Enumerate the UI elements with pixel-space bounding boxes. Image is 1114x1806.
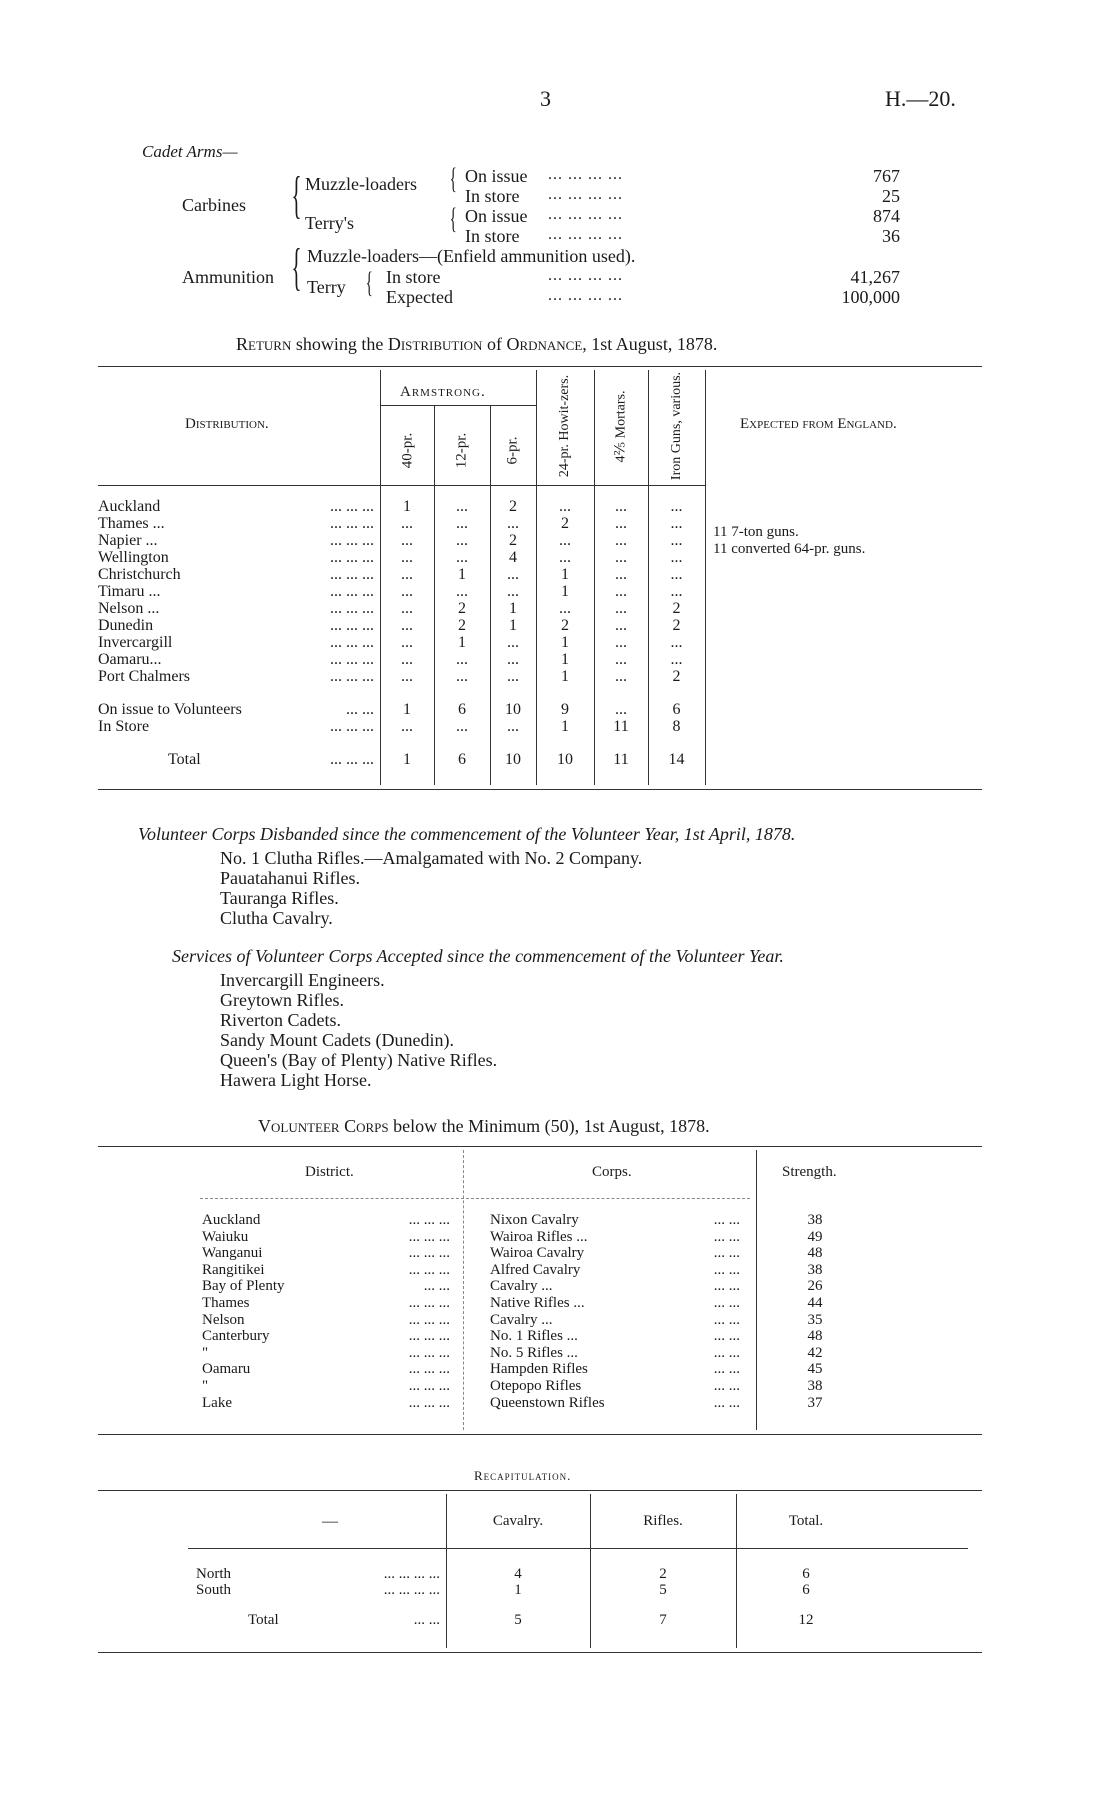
bm-corps: Hampden Rifles	[490, 1361, 588, 1378]
ordnance-cell-c40: 1	[403, 498, 411, 515]
bm-corps: No. 5 Rifles ...	[490, 1344, 578, 1361]
ordnance-row-name: Total	[168, 751, 201, 768]
bm-corps: No. 1 Rifles ...	[490, 1328, 578, 1345]
ammo-muzzle-note: Muzzle-loaders—(Enfield ammunition used).	[307, 246, 636, 266]
bm-corps-dots: ... ...	[713, 1228, 740, 1245]
ordnance-cell-c24: 1	[561, 634, 569, 651]
ordnance-cell-c12: 6	[458, 701, 466, 718]
ordnance-row-dots: ... ... ...	[330, 532, 374, 549]
document-reference: H.—20.	[885, 86, 956, 111]
col-6-pr: 6-pr.	[504, 436, 521, 465]
ordnance-cell-c24: 1	[561, 566, 569, 583]
col-district: District.	[305, 1164, 354, 1180]
ordnance-cell-c6: 1	[509, 617, 517, 634]
terry-on-issue-label: On issue	[465, 206, 528, 226]
ordnance-cell-cm: ...	[615, 617, 627, 634]
ordnance-title-ordnance: Ordnance	[506, 334, 583, 354]
ordnance-cell-c6: ...	[507, 651, 519, 668]
recap-rifles: 7	[659, 1612, 667, 1628]
ordnance-cell-c24: ...	[559, 498, 571, 515]
terry-in-store-label: In store	[465, 226, 520, 246]
ordnance-cell-c12: 2	[458, 600, 466, 617]
ordnance-cell-c12: ...	[456, 532, 468, 549]
bm-district-dots: ... ... ...	[408, 1311, 450, 1328]
ordnance-cell-ci: ...	[670, 515, 683, 532]
bm-district: Thames	[202, 1295, 250, 1311]
ordnance-cell-cm: ...	[615, 515, 627, 532]
recap-row-dots: ... ... ... ...	[383, 1582, 440, 1598]
ordnance-cell-c24: 10	[557, 751, 573, 768]
ordnance-cell-c40: ...	[401, 668, 413, 685]
recap-col-blank: —	[322, 1513, 338, 1530]
bm-district: Auckland	[202, 1212, 261, 1228]
bm-strength: 38	[807, 1212, 823, 1228]
recap-col-rifles: Rifles.	[643, 1513, 683, 1529]
ordnance-row-dots: ... ... ...	[330, 498, 374, 515]
armstrong-rule	[380, 405, 536, 406]
ordnance-cell-c12: 1	[458, 566, 466, 583]
recap-total: 6	[802, 1566, 810, 1582]
ammunition-brace: {	[291, 239, 302, 296]
recap-col-cavalry: Cavalry.	[492, 1513, 544, 1529]
ordnance-cell-c24: 2	[561, 617, 569, 634]
recap-cavalry: 4	[514, 1566, 522, 1582]
ordnance-cell-c40: ...	[401, 549, 413, 566]
ordnance-row-dots: ... ... ...	[330, 651, 374, 668]
bm-bottom-rule	[98, 1434, 982, 1435]
accepted-item: Invercargill Engineers.	[220, 970, 385, 990]
expected-note-2: 11 converted 64-pr. guns.	[713, 541, 866, 557]
ordnance-cell-c40: ...	[401, 566, 413, 583]
accepted-item: Greytown Rifles.	[220, 990, 344, 1010]
ml-in-store-dots: ... ... ... ...	[548, 186, 623, 203]
ml-in-store-value: 25	[882, 186, 900, 206]
bm-district-dots: ... ... ...	[408, 1228, 450, 1245]
disbanded-item: Clutha Cavalry.	[220, 908, 333, 928]
ordnance-row-dots: ... ...	[346, 701, 374, 718]
bm-corps-dots: ... ...	[713, 1278, 740, 1295]
bm-strength: 38	[807, 1378, 823, 1394]
ordnance-cell-ci: 2	[672, 600, 681, 617]
ordnance-cell-c12: ...	[456, 668, 468, 685]
ordnance-cell-ci: 2	[672, 617, 681, 634]
ordnance-cell-c40: ...	[401, 651, 413, 668]
ordnance-cell-c40: 1	[403, 701, 411, 718]
ordnance-cell-c12: ...	[456, 549, 468, 566]
ammo-in-store-dots: ... ... ... ...	[548, 267, 623, 284]
bm-district: Lake	[202, 1394, 232, 1411]
disbanded-item: No. 1 Clutha Rifles.—Amalgamated with No. 2 Company.	[220, 848, 643, 868]
recap-row-name: Total	[248, 1612, 279, 1628]
ordnance-cell-c6: ...	[507, 515, 519, 532]
ammo-expected-label: Expected	[386, 287, 453, 307]
ordnance-cell-c40: 1	[403, 751, 411, 768]
ml-on-issue-label: On issue	[465, 166, 528, 186]
ordnance-cell-cm: ...	[615, 566, 627, 583]
bm-header-rule	[200, 1198, 750, 1199]
ordnance-cell-c12: 2	[458, 617, 466, 634]
ordnance-cell-c6: 4	[509, 549, 517, 566]
recapitulation-title: Recapitulation.	[474, 1468, 572, 1483]
bm-strength: 48	[807, 1328, 823, 1345]
ordnance-cell-cm: ...	[615, 668, 627, 685]
ordnance-cell-c12: ...	[456, 718, 468, 735]
bm-corps-dots: ... ...	[713, 1245, 740, 1262]
bm-strength: 44	[807, 1295, 823, 1311]
ordnance-col-rule-7	[705, 370, 706, 785]
terry-on-issue-dots: ... ... ... ...	[548, 206, 623, 223]
ml-on-issue-dots: ... ... ... ...	[548, 166, 623, 183]
recap-total: 12	[798, 1612, 814, 1628]
ordnance-title-of: of	[486, 334, 502, 354]
ordnance-cell-cm: ...	[615, 532, 627, 549]
ml-in-store-label: In store	[465, 186, 520, 206]
ordnance-title-mid: showing the	[295, 334, 384, 354]
ordnance-cell-ci: 2	[672, 668, 681, 685]
ordnance-cell-c6: ...	[507, 668, 519, 685]
bm-district-dots: ... ... ...	[408, 1344, 450, 1361]
ordnance-cell-ci: 6	[672, 701, 681, 718]
col-distribution: Distribution.	[185, 416, 269, 432]
col-mortars: 4⅖ Mortars.	[613, 390, 629, 463]
ordnance-cell-cm: ...	[615, 583, 627, 600]
ordnance-cell-c12: ...	[456, 651, 468, 668]
ordnance-cell-cm: ...	[615, 701, 627, 718]
bm-corps-dots: ... ...	[713, 1361, 740, 1378]
bm-corps-dots: ... ...	[713, 1344, 740, 1361]
ordnance-cell-ci: ...	[670, 549, 683, 566]
recap-row-name: South	[196, 1582, 232, 1598]
ordnance-row-dots: ... ... ...	[330, 583, 374, 600]
terry-in-store-value: 36	[882, 226, 900, 246]
recap-rifles: 2	[659, 1566, 667, 1582]
ordnance-row-name: Oamaru...	[98, 651, 162, 668]
bm-district-dots: ... ... ...	[408, 1394, 450, 1411]
ordnance-cell-c40: ...	[401, 600, 413, 617]
recap-row-dots: ... ...	[413, 1612, 440, 1628]
recap-col-total: Total.	[788, 1513, 824, 1529]
accepted-title: Services of Volunteer Corps Accepted since the commencement of the Volunteer Year.	[172, 946, 784, 966]
ordnance-row-name: Thames ...	[98, 515, 165, 532]
ordnance-cell-cm: ...	[615, 498, 627, 515]
ml-on-issue-value: 767	[873, 166, 900, 186]
ordnance-cell-c24: 1	[561, 668, 569, 685]
ordnance-row-dots: ... ... ...	[330, 515, 374, 532]
ordnance-cell-ci: ...	[670, 498, 683, 515]
ordnance-cell-ci: 8	[672, 718, 681, 735]
ordnance-row-name: Napier ...	[98, 532, 158, 549]
bm-district: "	[202, 1344, 209, 1361]
ordnance-row-dots: ... ... ...	[330, 668, 374, 685]
ammo-in-store-label: In store	[386, 267, 441, 287]
ordnance-cell-c24: ...	[559, 532, 571, 549]
ordnance-row-name: Timaru ...	[98, 583, 161, 600]
ordnance-row-dots: ... ... ...	[330, 566, 374, 583]
bm-col-rule-2	[756, 1150, 757, 1430]
ordnance-header-rule	[98, 485, 706, 486]
bm-district-dots: ... ... ...	[408, 1328, 450, 1345]
ordnance-cell-ci: ...	[670, 566, 683, 583]
ordnance-cell-c6: ...	[507, 634, 519, 651]
carbines-brace: {	[291, 167, 302, 224]
ammo-in-store-value: 41,267	[850, 267, 900, 287]
ordnance-cell-ci: ...	[670, 651, 683, 668]
ordnance-row-name: Port Chalmers	[98, 668, 190, 685]
expected-note-1: 11 7-ton guns.	[713, 524, 799, 540]
accepted-item: Hawera Light Horse.	[220, 1070, 372, 1090]
bm-district: Rangitikei	[202, 1261, 265, 1278]
accepted-item: Sandy Mount Cadets (Dunedin).	[220, 1030, 454, 1050]
accepted-item: Riverton Cadets.	[220, 1010, 341, 1030]
ammo-expected-dots: ... ... ... ...	[548, 287, 623, 304]
recap-rifles: 5	[659, 1582, 667, 1598]
ordnance-cell-c40: ...	[401, 718, 413, 735]
terry-on-issue-value: 874	[873, 206, 900, 226]
ordnance-cell-c12: 1	[458, 634, 466, 651]
ordnance-row-dots: ... ... ...	[330, 600, 374, 617]
recap-row-name: North	[196, 1566, 231, 1582]
ordnance-row-dots: ... ... ...	[330, 549, 374, 566]
ordnance-title-prefix: Return	[236, 334, 292, 354]
ordnance-cell-c6: 2	[509, 498, 517, 515]
ordnance-cell-cm: ...	[615, 651, 627, 668]
bm-district-dots: ... ... ...	[408, 1212, 450, 1228]
bm-corps: Alfred Cavalry	[490, 1261, 581, 1278]
ordnance-cell-cm: ...	[615, 549, 627, 566]
ordnance-cell-c12: ...	[456, 515, 468, 532]
ordnance-cell-c40: ...	[401, 617, 413, 634]
ordnance-row-name: Christchurch	[98, 566, 181, 583]
ordnance-row-dots: ... ... ...	[330, 634, 374, 651]
muzzle-brace: {	[449, 162, 457, 195]
bm-strength: 42	[807, 1344, 823, 1361]
bm-corps: Queenstown Rifles	[490, 1394, 605, 1411]
ordnance-cell-cm: ...	[615, 634, 627, 651]
bm-corps-dots: ... ...	[713, 1261, 740, 1278]
bm-corps-dots: ... ...	[713, 1378, 740, 1394]
bm-district-dots: ... ... ...	[408, 1295, 450, 1311]
ordnance-cell-c6: ...	[507, 583, 519, 600]
col-24-pr-howitzers: 24-pr. Howit-zers.	[557, 374, 572, 478]
ordnance-cell-c6: 2	[509, 532, 517, 549]
ordnance-cell-c6: 1	[509, 600, 517, 617]
ordnance-cell-c24: 1	[561, 583, 569, 600]
ordnance-cell-c24: 1	[561, 718, 569, 735]
ammo-expected-value: 100,000	[841, 287, 900, 307]
bm-corps: Otepopo Rifles	[490, 1378, 582, 1394]
recap-cavalry: 1	[514, 1582, 522, 1598]
ordnance-top-rule	[98, 366, 982, 367]
bm-corps: Wairoa Rifles ...	[490, 1228, 588, 1245]
bm-district-dots: ... ... ...	[408, 1361, 450, 1378]
below-minimum-title	[258, 1116, 710, 1137]
col-40-pr: 40-pr.	[399, 432, 416, 469]
bm-corps: Native Rifles ...	[490, 1295, 585, 1311]
bm-strength: 45	[807, 1361, 823, 1378]
ordnance-cell-c40: ...	[401, 583, 413, 600]
ordnance-row-dots: ... ... ...	[330, 751, 374, 768]
ordnance-cell-c12: 6	[458, 751, 466, 768]
bm-strength: 26	[807, 1278, 823, 1295]
ordnance-row-name: Wellington	[98, 549, 169, 566]
bm-top-rule	[98, 1146, 982, 1147]
ordnance-cell-c6: 10	[505, 751, 521, 768]
col-strength: Strength.	[782, 1164, 837, 1180]
ordnance-bottom-rule	[98, 789, 982, 790]
muzzle-loaders-label: Muzzle-loaders	[305, 174, 417, 194]
ordnance-cell-cm: ...	[615, 600, 627, 617]
bm-strength: 48	[807, 1245, 823, 1262]
bm-district: Nelson	[202, 1311, 245, 1328]
recap-header-rule	[188, 1548, 968, 1549]
ordnance-row-name: Auckland	[98, 498, 161, 515]
col-armstrong: Armstrong.	[400, 384, 486, 400]
ordnance-cell-c24: 1	[561, 651, 569, 668]
cadet-arms-title: Cadet Arms—	[142, 142, 238, 161]
ordnance-cell-c12: ...	[456, 583, 468, 600]
bm-corps: Cavalry ...	[490, 1311, 553, 1328]
bm-strength: 37	[807, 1394, 823, 1411]
recap-row-dots: ... ... ... ...	[383, 1566, 440, 1582]
ordnance-cell-c12: ...	[456, 498, 468, 515]
ordnance-cell-c24: 9	[561, 701, 569, 718]
bm-district-dots: ... ...	[423, 1278, 450, 1295]
disbanded-item: Tauranga Rifles.	[220, 888, 339, 908]
ordnance-cell-c24: ...	[559, 600, 571, 617]
ordnance-cell-c24: ...	[559, 549, 571, 566]
ammo-terry-label: Terry	[307, 277, 346, 297]
ordnance-cell-ci: ...	[670, 583, 683, 600]
terrys-label: Terry's	[305, 213, 354, 233]
ordnance-row-name: In Store	[98, 718, 150, 735]
bm-corps: Nixon Cavalry	[490, 1212, 579, 1228]
bm-district: Oamaru	[202, 1361, 251, 1378]
ordnance-cell-ci: ...	[670, 634, 683, 651]
bm-corps: Cavalry ...	[490, 1278, 553, 1295]
ordnance-title-date: , 1st August, 1878.	[582, 334, 718, 354]
bm-district: "	[202, 1378, 209, 1394]
bm-district: Canterbury	[202, 1328, 270, 1345]
ordnance-row-name: Dunedin	[98, 617, 154, 634]
ordnance-cell-ci: ...	[670, 532, 683, 549]
ordnance-cell-cm: 11	[613, 751, 629, 768]
col-expected-from-england: Expected from England.	[740, 416, 897, 432]
bm-district-dots: ... ... ...	[408, 1261, 450, 1278]
bm-corps-dots: ... ...	[713, 1295, 740, 1311]
ordnance-cell-c40: ...	[401, 532, 413, 549]
ammunition-label: Ammunition	[182, 267, 275, 287]
bm-corps-dots: ... ...	[713, 1212, 740, 1228]
ordnance-cell-c40: ...	[401, 515, 413, 532]
disbanded-title: Volunteer Corps Disbanded since the commencement of the Volunteer Year, 1st April, 1878.	[138, 824, 796, 844]
bm-strength: 49	[807, 1228, 823, 1245]
ordnance-title	[236, 334, 717, 355]
terry-brace: {	[449, 202, 457, 235]
bm-district: Waiuku	[202, 1228, 249, 1245]
bm-corps: Wairoa Cavalry	[490, 1245, 585, 1262]
bm-corps-dots: ... ...	[713, 1394, 740, 1411]
col-corps: Corps.	[592, 1164, 632, 1180]
recap-bottom-rule	[98, 1652, 982, 1653]
page-number: 3	[540, 86, 551, 111]
bm-strength: 35	[807, 1311, 823, 1328]
col-12-pr: 12-pr.	[453, 432, 470, 469]
below-minimum-title-rest: below the Minimum (50), 1st August, 1878.	[388, 1116, 710, 1136]
bm-district: Bay of Plenty	[202, 1278, 285, 1295]
ordnance-cell-c24: 2	[561, 515, 569, 532]
ordnance-cell-ci: 14	[668, 751, 685, 768]
bm-district-dots: ... ... ...	[408, 1245, 450, 1262]
ordnance-row-dots: ... ... ...	[330, 617, 374, 634]
ordnance-cell-c40: ...	[401, 634, 413, 651]
bm-corps-dots: ... ...	[713, 1328, 740, 1345]
bm-strength: 38	[807, 1261, 823, 1278]
below-minimum-title-corps: Volunteer Corps	[258, 1116, 389, 1136]
accepted-item: Queen's (Bay of Plenty) Native Rifles.	[220, 1050, 498, 1070]
ordnance-cell-c6: ...	[507, 566, 519, 583]
recap-top-rule	[98, 1490, 982, 1491]
ordnance-row-dots: ... ... ...	[330, 718, 374, 735]
recap-total: 6	[802, 1582, 810, 1598]
ordnance-row-name: Invercargill	[98, 634, 173, 651]
ordnance-title-distribution: Distribution	[387, 334, 483, 354]
ordnance-cell-cm: 11	[613, 718, 629, 735]
ordnance-cell-c6: ...	[507, 718, 519, 735]
carbines-label: Carbines	[182, 195, 246, 215]
disbanded-item: Pauatahanui Rifles.	[220, 868, 360, 888]
ammo-terry-brace: {	[365, 266, 373, 299]
bm-col-rule-1	[463, 1150, 464, 1430]
bm-corps-dots: ... ...	[713, 1311, 740, 1328]
bm-district-dots: ... ... ...	[408, 1378, 450, 1394]
ordnance-cell-c6: 10	[505, 701, 521, 718]
recap-cavalry: 5	[514, 1612, 522, 1628]
ordnance-row-name: On issue to Volunteers	[98, 701, 242, 718]
terry-in-store-dots: ... ... ... ...	[548, 226, 623, 243]
bm-district: Wanganui	[202, 1245, 263, 1262]
col-iron-guns: Iron Guns, various.	[669, 371, 684, 481]
ordnance-row-name: Nelson ...	[98, 600, 160, 617]
